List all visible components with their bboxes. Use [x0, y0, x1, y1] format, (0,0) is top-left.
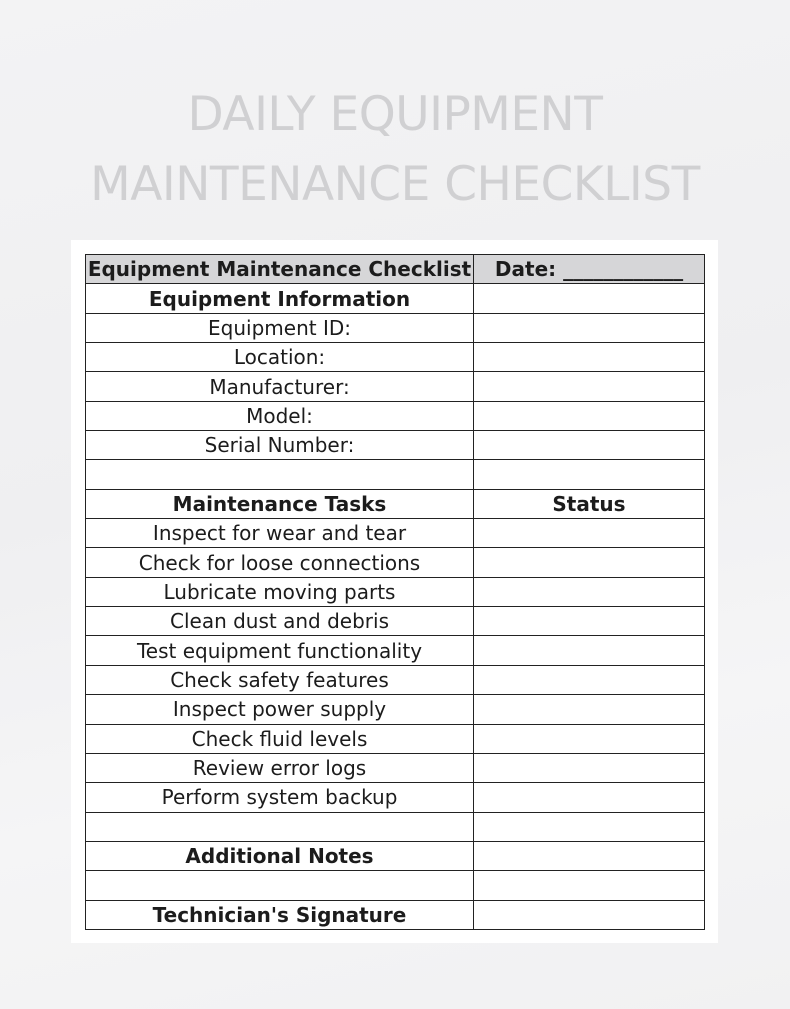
- task-label: Inspect power supply: [86, 695, 474, 724]
- checklist-sheet: [71, 240, 718, 943]
- page-title: [0, 80, 790, 220]
- table-header-row: [86, 255, 705, 284]
- task-row: [86, 636, 705, 665]
- table-row: [86, 431, 705, 460]
- task-label: Clean dust and debris: [86, 607, 474, 636]
- checklist-table: [85, 254, 705, 930]
- task-row: [86, 607, 705, 636]
- empty-cell[interactable]: [86, 460, 474, 489]
- task-label: Review error logs: [86, 753, 474, 782]
- empty-cell[interactable]: [474, 460, 705, 489]
- additional-notes-value[interactable]: [474, 841, 705, 870]
- task-status-cell[interactable]: [474, 519, 705, 548]
- task-status-cell[interactable]: [474, 577, 705, 606]
- empty-cell[interactable]: [86, 812, 474, 841]
- equipment-info-heading: Equipment Information: [86, 284, 474, 313]
- serial-number-value[interactable]: [474, 431, 705, 460]
- location-value[interactable]: [474, 343, 705, 372]
- field-label-location: Location:: [86, 343, 474, 372]
- task-label: Check for loose connections: [86, 548, 474, 577]
- empty-row: [86, 812, 705, 841]
- task-label: Check safety features: [86, 665, 474, 694]
- task-status-cell[interactable]: [474, 783, 705, 812]
- task-row: [86, 577, 705, 606]
- table-row: [86, 401, 705, 430]
- maintenance-tasks-heading: Maintenance Tasks: [86, 489, 474, 518]
- field-label-model: Model:: [86, 401, 474, 430]
- task-status-cell[interactable]: [474, 695, 705, 724]
- table-row: [86, 343, 705, 372]
- task-status-cell[interactable]: [474, 724, 705, 753]
- empty-row: [86, 871, 705, 900]
- task-label: Lubricate moving parts: [86, 577, 474, 606]
- field-label-manufacturer: Manufacturer:: [86, 372, 474, 401]
- page-title-line-1: DAILY EQUIPMENT: [187, 87, 603, 142]
- technician-signature-label: Technician's Signature: [86, 900, 474, 929]
- task-row: [86, 695, 705, 724]
- empty-row: [86, 460, 705, 489]
- field-label-equipment-id: Equipment ID:: [86, 313, 474, 342]
- empty-cell[interactable]: [86, 871, 474, 900]
- task-row: [86, 665, 705, 694]
- header-title-cell: Equipment Maintenance Checklist: [86, 255, 474, 284]
- equipment-id-value[interactable]: [474, 313, 705, 342]
- tasks-heading-row: [86, 489, 705, 518]
- task-row: [86, 724, 705, 753]
- task-status-cell[interactable]: [474, 636, 705, 665]
- signature-field[interactable]: [474, 900, 705, 929]
- task-row: [86, 783, 705, 812]
- task-row: [86, 753, 705, 782]
- value-cell[interactable]: [474, 284, 705, 313]
- task-label: Inspect for wear and tear: [86, 519, 474, 548]
- table-row: [86, 372, 705, 401]
- task-label: Perform system backup: [86, 783, 474, 812]
- task-status-cell[interactable]: [474, 665, 705, 694]
- task-status-cell[interactable]: [474, 548, 705, 577]
- table-row: [86, 313, 705, 342]
- task-label: Test equipment functionality: [86, 636, 474, 665]
- empty-cell[interactable]: [474, 812, 705, 841]
- signature-row: [86, 900, 705, 929]
- field-label-serial-number: Serial Number:: [86, 431, 474, 460]
- page-title-line-2: MAINTENANCE CHECKLIST: [90, 157, 700, 212]
- additional-notes-row: [86, 841, 705, 870]
- task-label: Check fluid levels: [86, 724, 474, 753]
- equipment-info-heading-row: [86, 284, 705, 313]
- task-status-cell[interactable]: [474, 753, 705, 782]
- date-field[interactable]: Date: ____________: [474, 255, 705, 284]
- status-heading: Status: [474, 489, 705, 518]
- model-value[interactable]: [474, 401, 705, 430]
- task-row: [86, 548, 705, 577]
- empty-cell[interactable]: [474, 871, 705, 900]
- task-status-cell[interactable]: [474, 607, 705, 636]
- task-row: [86, 519, 705, 548]
- manufacturer-value[interactable]: [474, 372, 705, 401]
- additional-notes-label: Additional Notes: [86, 841, 474, 870]
